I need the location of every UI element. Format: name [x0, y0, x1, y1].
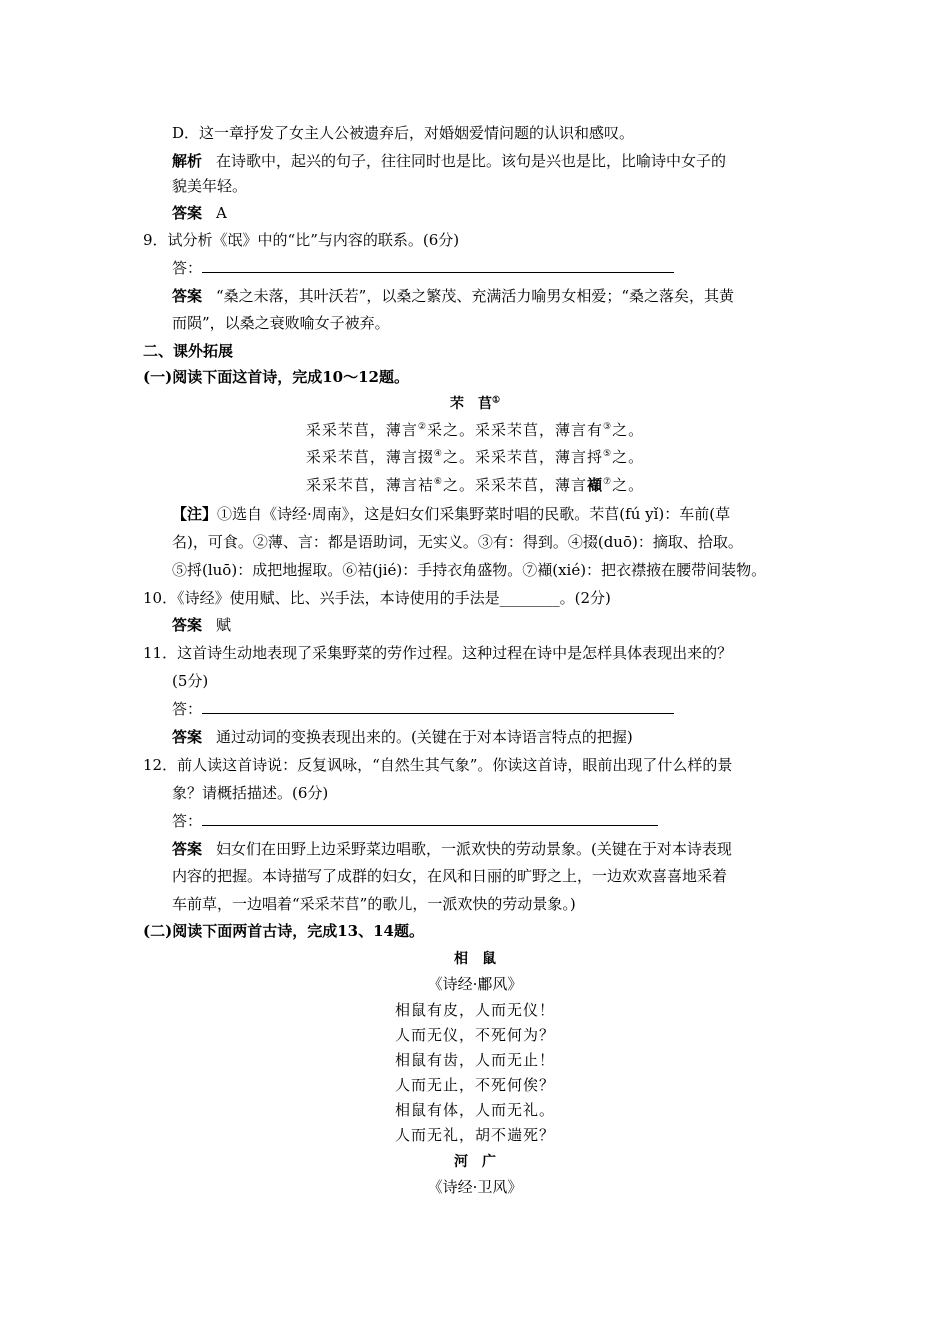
- poem1-source: 《诗经·鄘风》: [427, 975, 523, 993]
- poem-seg: 采采芣苢，薄言掇: [305, 448, 434, 466]
- poem-seg: 采之。采采芣苢，薄言有: [426, 421, 603, 439]
- note-mark: ⑤: [603, 449, 613, 459]
- q8-answer: [172, 203, 227, 223]
- analysis-text: 在诗歌中，起兴的句子，往往同时也是比。该句是兴也是比，比喻诗中女子的: [216, 152, 727, 170]
- note-label: 【注】: [172, 505, 218, 523]
- poem-line-2: [0, 447, 950, 467]
- part1-heading: (一)阅读下面这首诗，完成10～12题。: [143, 368, 409, 386]
- q9-answer-line1: [172, 286, 734, 306]
- poem1-line: 人而无礼，胡不遄死？: [394, 1126, 555, 1144]
- q11-answer-line: [172, 699, 674, 719]
- notes-line1: [172, 504, 730, 524]
- part2-heading: (二)阅读下面两首古诗，完成13、14题。: [143, 922, 424, 940]
- poem1-line: 相鼠有皮，人而无仪！: [394, 1001, 555, 1019]
- q12-stem-line1: 12．前人读这首诗说：反复讽咏，“自然生其气象”。你读这首诗，眼前出现了什么样的景: [143, 756, 733, 774]
- note-mark: ②: [417, 422, 427, 432]
- q8-analysis-line2: 貌美年轻。: [172, 177, 248, 195]
- poem-title-text: 芣 苢: [449, 396, 492, 412]
- note-mark: ③: [603, 422, 613, 432]
- answer-label: 答案: [172, 204, 203, 222]
- q11-stem-line1: 11．这首诗生动地表现了采集野菜的劳作过程。这种过程在诗中是怎样具体表现出来的？: [143, 644, 733, 662]
- note-text: ①选自《诗经·周南》，这是妇女们采集野菜时唱的民歌。芣苢(fú yǐ)：车前(草: [217, 505, 731, 523]
- answer-blank[interactable]: [202, 699, 674, 714]
- poem2-source: 《诗经·卫风》: [427, 1178, 523, 1196]
- option-d: D．这一章抒发了女主人公被遗弃后，对婚姻爱情问题的认识和感叹。: [172, 124, 635, 142]
- note-mark: ⑦: [603, 477, 613, 487]
- poem-line-3: [0, 475, 950, 495]
- answer-text: 通过动词的变换表现出来的。(关键在于对本诗语言特点的把握): [216, 728, 633, 746]
- poem-seg: 之。: [612, 421, 645, 439]
- poem1-line: 人而无仪，不死何为？: [394, 1026, 555, 1044]
- poem-seg: 之。采采芣苢，薄言捋: [442, 448, 603, 466]
- poem1-line: 人而无止，不死何俟？: [394, 1076, 555, 1094]
- analysis-label: 解析: [172, 152, 203, 170]
- answer-text: A: [216, 204, 227, 222]
- q12-answer-line2: 内容的把握。本诗描写了成群的妇女，在风和日丽的旷野之上，一边欢欢喜喜地采着: [172, 867, 728, 885]
- q10-answer: [172, 615, 231, 635]
- answer-label: 答案: [172, 616, 203, 634]
- q11-stem-line2: (5分): [172, 672, 209, 690]
- poem-seg: 之。: [612, 476, 645, 494]
- rare-glyph: 襭: [587, 476, 604, 494]
- answer-label: 答案: [172, 840, 203, 858]
- poem-line-1: [0, 420, 950, 440]
- notes-line2: 名)，可食。②薄、言：都是语助词，无实义。③有：得到。④掇(duō)：摘取、拾取。: [172, 533, 743, 551]
- q12-answer-line1: [172, 839, 732, 859]
- q12-stem-line2: 象？请概括描述。(6分): [172, 784, 329, 802]
- poem-title-note: ①: [491, 395, 501, 406]
- answer-prompt: 答：: [172, 812, 203, 830]
- poem1-line: 相鼠有齿，人而无止！: [394, 1051, 555, 1069]
- poem1-line: 相鼠有体，人而无礼。: [394, 1101, 555, 1119]
- q12-answer-line3: 车前草，一边唱着“采采芣苢”的歌儿，一派欢快的劳动景象。): [172, 895, 576, 913]
- answer-blank[interactable]: [202, 258, 674, 273]
- q8-analysis-line1: [172, 151, 726, 171]
- answer-text: 妇女们在田野上边采野菜边唱歌，一派欢快的劳动景象。(关键在于对本诗表现: [216, 840, 732, 858]
- q9-answer-line: [172, 258, 674, 278]
- note-mark: ⑥: [433, 477, 443, 487]
- section-heading: 二、课外拓展: [143, 342, 234, 360]
- q9-stem: 9．试分析《氓》中的“比”与内容的联系。(6分): [143, 231, 460, 249]
- poem-seg: 采采芣苢，薄言: [305, 421, 418, 439]
- poem-seg: 之。: [612, 448, 645, 466]
- answer-prompt: 答：: [172, 700, 203, 718]
- poem-title: [0, 394, 950, 414]
- answer-prompt: 答：: [172, 259, 203, 277]
- poem1-title: 相 鼠: [454, 951, 496, 967]
- answer-label: 答案: [172, 287, 203, 305]
- answer-text: 赋: [216, 616, 232, 634]
- notes-line3: ⑤捋(luō)：成把地握取。⑥袺(jié)：手持衣角盛物。⑦襭(xié)：把衣襟掖在腰带间装物。: [172, 561, 767, 579]
- note-mark: ④: [433, 449, 443, 459]
- poem2-title: 河 广: [454, 1154, 496, 1170]
- answer-label: 答案: [172, 728, 203, 746]
- q11-answer: [172, 727, 633, 747]
- answer-text: “桑之未落，其叶沃若”，以桑之繁茂、充满活力喻男女相爱；“桑之落矣，其黄: [216, 287, 735, 305]
- q10-stem: 10．《诗经》使用赋、比、兴手法，本诗使用的手法是________。(2分): [143, 589, 611, 607]
- poem-seg: 之。采采芣苢，薄言: [442, 476, 587, 494]
- q9-answer-line2: 而陨”，以桑之衰败喻女子被弃。: [172, 314, 390, 332]
- poem-seg: 采采芣苢，薄言袺: [305, 476, 434, 494]
- q12-answer-line: [172, 811, 658, 831]
- answer-blank[interactable]: [202, 811, 658, 826]
